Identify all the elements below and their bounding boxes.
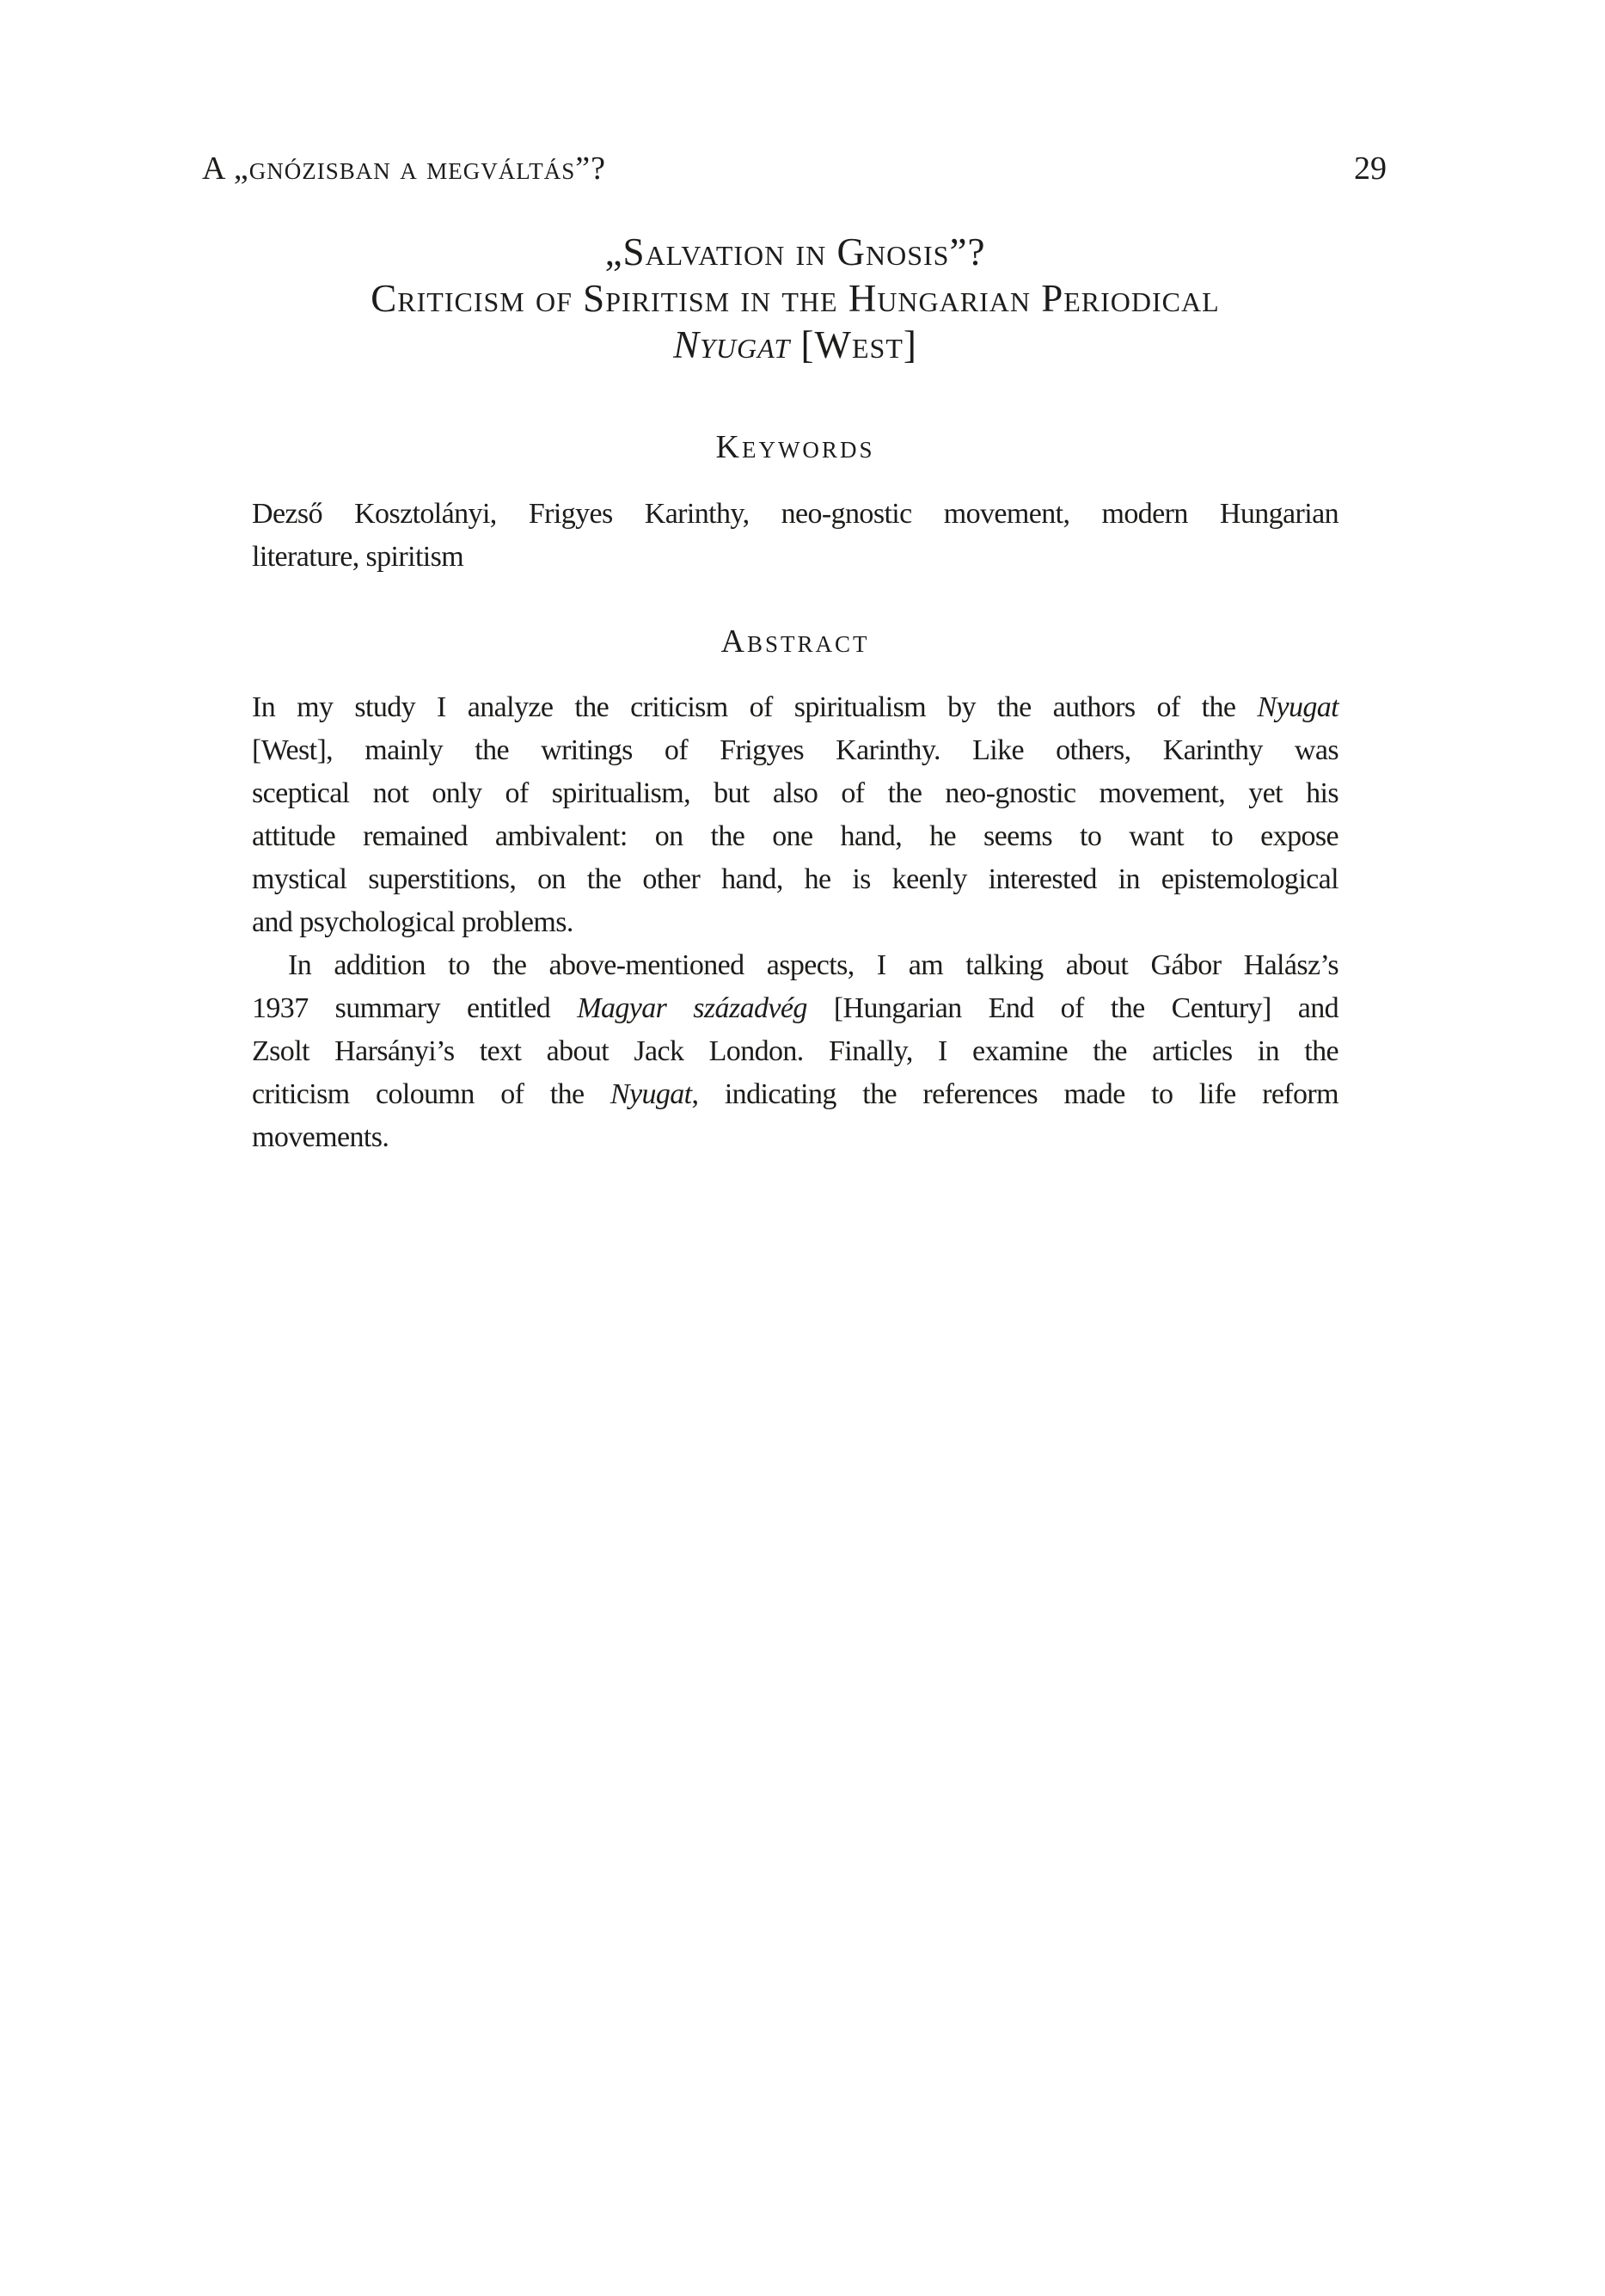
keywords-heading: Keywords xyxy=(715,429,875,465)
text-line xyxy=(252,536,1339,579)
text-line xyxy=(252,772,1339,815)
text-segment: In my study I analyze the criticism of spiritualism by the authors of the xyxy=(252,691,1258,723)
text-segment: , indicating the references made to life reform xyxy=(691,1078,1339,1110)
text-line xyxy=(252,322,1339,368)
text-segment: In addition to the above-mentioned aspects, I am talking about Gábor Halász’s xyxy=(288,949,1339,981)
abstract-paragraph-1 xyxy=(252,686,1339,944)
running-head: A „gnózisban a megváltás”? xyxy=(202,150,606,187)
text-line xyxy=(252,901,1339,944)
text-segment: Dezső Kosztolányi, Frigyes Karinthy, neo-gnostic movement, modern Hungarian xyxy=(252,498,1339,530)
text-segment: 1937 summary entitled xyxy=(252,992,578,1024)
text-line xyxy=(252,1116,1339,1159)
abstract-heading: Abstract xyxy=(720,623,870,660)
text-segment: „Salvation in Gnosis”? xyxy=(604,230,986,273)
keywords-paragraph xyxy=(252,493,1339,579)
text-segment: attitude remained ambivalent: on the one hand, he seems to want to expose xyxy=(252,820,1339,852)
text-line xyxy=(252,686,1339,729)
italic-text: Nyugat xyxy=(1257,691,1339,723)
abstract-paragraph-2 xyxy=(252,944,1339,1159)
article-title xyxy=(252,229,1339,368)
text-line xyxy=(252,1030,1339,1073)
text-line xyxy=(252,858,1339,901)
text-segment: criticism coloumn of the xyxy=(252,1078,610,1110)
text-segment: sceptical not only of spiritualism, but also of the neo-gnostic movement, yet his xyxy=(252,777,1339,809)
text-line xyxy=(252,493,1339,536)
text-line xyxy=(252,729,1339,772)
text-segment: mystical superstitions, on the other hand, he is keenly interested in epistemological xyxy=(252,863,1339,895)
text-line xyxy=(252,815,1339,858)
italic-text: Nyugat xyxy=(673,323,791,366)
text-segment: [Hungarian End of the Century] and xyxy=(806,992,1339,1024)
text-line xyxy=(252,229,1339,275)
text-segment: movements. xyxy=(252,1121,389,1153)
text-line xyxy=(252,1073,1339,1116)
text-line xyxy=(252,944,1339,987)
text-segment: Zsolt Harsányi’s text about Jack London. Finally, I examine the articles in the xyxy=(252,1035,1339,1067)
text-segment: [West], mainly the writings of Frigyes Karinthy. Like others, Karinthy was xyxy=(252,734,1339,766)
italic-text: Magyar századvég xyxy=(577,992,807,1024)
text-line xyxy=(252,987,1339,1030)
text-segment: literature, spiritism xyxy=(252,541,464,573)
running-head-row xyxy=(202,152,1387,185)
text-segment: and psychological problems. xyxy=(252,906,573,938)
text-segment: Criticism of Spiritism in the Hungarian Periodical xyxy=(371,277,1220,320)
text-line xyxy=(252,275,1339,322)
italic-text: Nyugat xyxy=(610,1078,692,1110)
abstract-body xyxy=(252,686,1339,1159)
page-number: 29 xyxy=(1354,150,1387,187)
text-segment: [West] xyxy=(790,323,917,366)
